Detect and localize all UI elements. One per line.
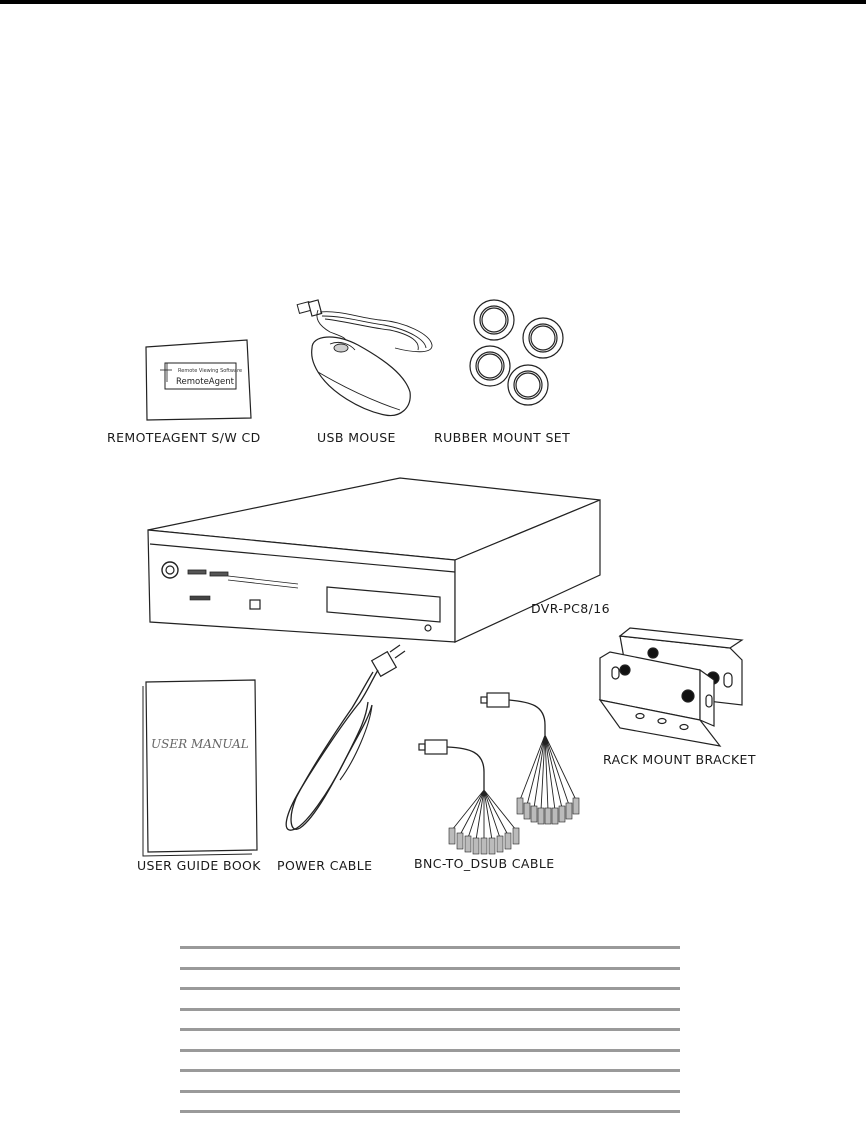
cd-sleeve-small-text: Remote Viewing Software [178, 368, 243, 374]
table-row [180, 1008, 680, 1029]
cd-sleeve-brand-text: RemoteAgent [176, 377, 234, 387]
table-row [180, 1069, 680, 1090]
mouse-label: USB MOUSE [317, 430, 396, 445]
table-row [180, 946, 680, 967]
user-guide-label: USER GUIDE BOOK [137, 858, 261, 873]
table-row [180, 1110, 680, 1113]
dvr-label: DVR-PC8/16 [531, 601, 610, 616]
table-row [180, 967, 680, 988]
user-manual-illustration [143, 680, 257, 856]
manual-cover-text: USER MANUAL [151, 737, 249, 751]
power-cable-label: POWER CABLE [277, 858, 373, 873]
table-row [180, 987, 680, 1008]
table-row [180, 1090, 680, 1111]
table-row [180, 1028, 680, 1049]
dvr-unit-illustration [148, 478, 600, 642]
power-cable-illustration [286, 645, 405, 830]
bnc-dsub-cable-illustration [419, 693, 579, 854]
ruled-table [180, 946, 680, 1113]
cd-label: REMOTEAGENT S/W CD [107, 430, 261, 445]
cd-sleeve-illustration [146, 340, 251, 420]
rack-mount-bracket-illustration [600, 628, 742, 746]
rack-bracket-label: RACK MOUNT BRACKET [603, 752, 756, 767]
rubber-mount-set-illustration [470, 300, 563, 405]
table-row [180, 1049, 680, 1070]
bnc-cable-label: BNC-TO_DSUB CABLE [414, 856, 555, 871]
rubber-mount-label: RUBBER MOUNT SET [434, 430, 571, 445]
usb-mouse-illustration [297, 300, 432, 416]
